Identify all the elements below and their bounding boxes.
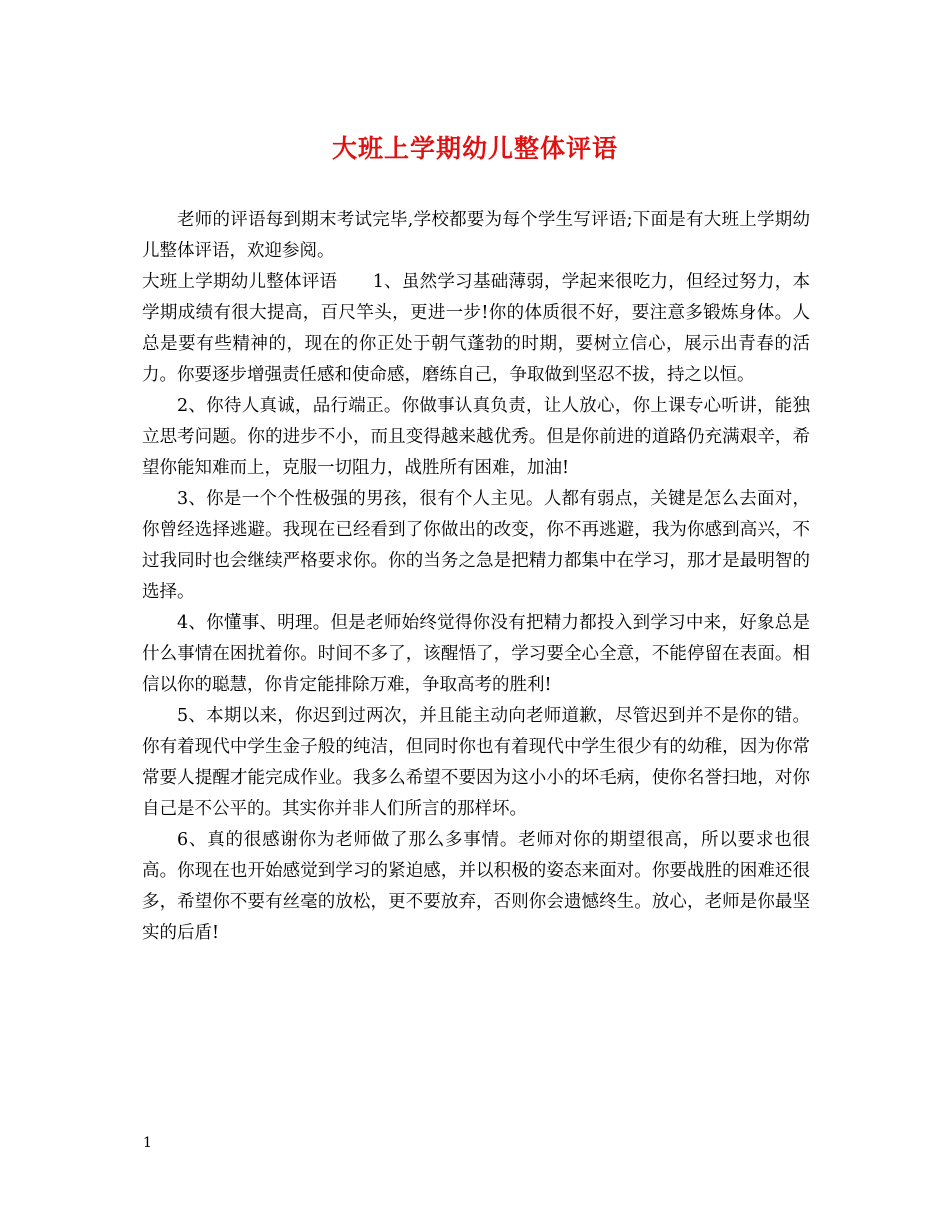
paragraph-2: 2、你待人真诚，品行端正。你做事认真负责，让人放心，你上课专心听讲，能独立思考问题。你的进步不小，而且变得越来越优秀。但是你前进的道路仍充满艰辛，希望你能知难而上，克服一切阻力，战胜所有困难，加油! xyxy=(142,396,810,478)
paragraph-6: 6、真的很感谢你为老师做了那么多事情。老师对你的期望很高，所以要求也很高。你现在也开始感觉到学习的紧迫感，并以积极的姿态来面对。你要战胜的困难还很多，希望你不要有丝毫的放松，更不要放弃，否则你会遗憾终生。放心，老师是你最坚实的后盾! xyxy=(142,830,810,943)
paragraph-4: 4、你懂事、明理。但是老师始终觉得你没有把精力都投入到学习中来，好象总是什么事情在困扰着你。时间不多了，该醒悟了，学习要全心全意，不能停留在表面。相信以你的聪慧，你肯定能排除万难，争取高考的胜利! xyxy=(142,613,810,695)
paragraph-intro: 老师的评语每到期末考试完毕,学校都要为每个学生写评语;下面是有大班上学期幼儿整体评语，欢迎参阅。 xyxy=(142,210,810,261)
document-title: 大班上学期幼儿整体评语 xyxy=(331,134,618,163)
paragraph-1: 大班上学期幼儿整体评语 1、虽然学习基础薄弱，学起来很吃力，但经过努力，本学期成绩有很大提高，百尺竿头，更进一步!你的体质很不好，要注意多锻炼身体。人总是要有些精神的，现在的你正处于朝气蓬勃的时期，要树立信心，展示出青春的活力。你要逐步增强责任感和使命感，磨练自己，争取做到坚忍不拔，持之以恒。 xyxy=(142,272,810,385)
paragraph-3: 3、你是一个个性极强的男孩，很有个人主见。人都有弱点，关键是怎么去面对，你曾经选择逃避。我现在已经看到了你做出的改变，你不再逃避，我为你感到高兴，不过我同时也会继续严格要求你。你的当务之急是把精力都集中在学习，那才是最明智的选择。 xyxy=(142,489,810,602)
page-number: 1 xyxy=(143,1135,152,1151)
paragraph-5: 5、本期以来，你迟到过两次，并且能主动向老师道歉，尽管迟到并不是你的错。你有着现代中学生金子般的纯洁，但同时你也有着现代中学生很少有的幼稚，因为你常常要人提醒才能完成作业。我多么希望不要因为这小小的坏毛病，使你名誉扫地，对你自己是不公平的。其实你并非人们所言的那样坏。 xyxy=(142,706,810,819)
document-body xyxy=(142,205,810,949)
